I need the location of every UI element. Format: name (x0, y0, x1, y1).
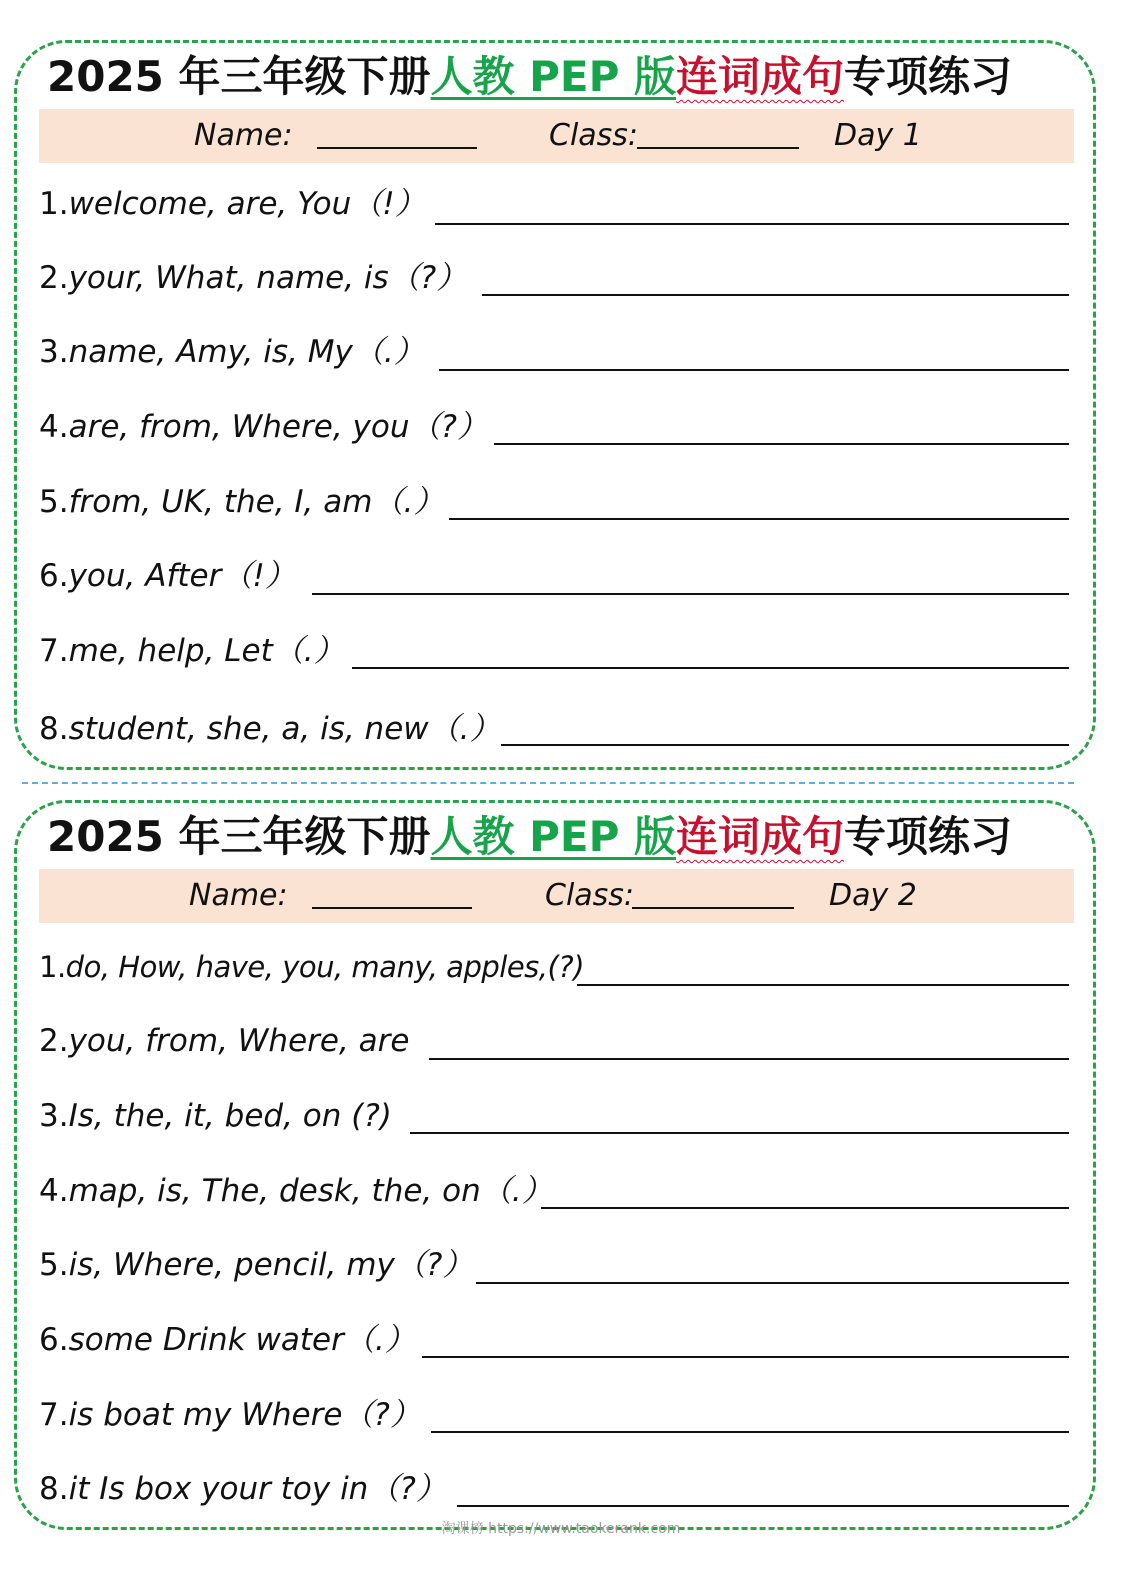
worksheet-day-1 (14, 40, 1096, 770)
question-number: 2. (39, 1023, 69, 1059)
worksheet-day-2 (14, 800, 1096, 1530)
footer-text: 淘课榜 https://www.taokerank.com (441, 1521, 681, 1537)
question-7 (39, 1395, 421, 1435)
answer-line-2[interactable] (429, 1058, 1069, 1060)
day-label: Day 1 (834, 118, 922, 153)
question-5 (39, 482, 444, 522)
name-label: Name: (189, 878, 288, 913)
question-text: is, Where, pencil, my（?） (68, 1247, 474, 1283)
answer-line-3[interactable] (439, 369, 1069, 371)
question-number: 6. (39, 558, 69, 594)
class-label: Class: (545, 878, 635, 913)
title-edition: 人教 PEP 版 (430, 812, 677, 861)
question-3 (39, 1096, 392, 1136)
question-number: 1. (39, 186, 69, 222)
question-text: from, UK, the, I, am（.） (68, 484, 445, 520)
question-8 (39, 709, 500, 749)
class-field[interactable] (632, 869, 794, 909)
title-prefix: 2025 年三年级下册 (47, 812, 431, 861)
question-text: you, After（!） (68, 558, 296, 594)
question-number: 5. (39, 484, 69, 520)
answer-line-1[interactable] (435, 223, 1069, 225)
worksheet-title (47, 47, 1077, 107)
question-5 (39, 1245, 473, 1285)
day-label: Day 2 (829, 878, 917, 913)
question-number: 7. (39, 1397, 69, 1433)
worksheet-title (47, 807, 1077, 867)
question-text: name, Amy, is, My（.） (68, 334, 425, 370)
answer-line-2[interactable] (482, 294, 1069, 296)
question-1 (39, 184, 426, 224)
question-number: 8. (39, 711, 69, 747)
question-2 (39, 258, 467, 298)
answer-line-6[interactable] (312, 593, 1069, 595)
question-number: 8. (39, 1471, 69, 1507)
question-2 (39, 1021, 410, 1061)
title-topic: 连词成句 (676, 812, 845, 861)
student-info-band (39, 869, 1074, 923)
question-number: 1. (39, 950, 66, 984)
question-4 (39, 407, 488, 447)
question-6 (39, 556, 296, 596)
question-text: map, is, The, desk, the, on（.） (68, 1173, 553, 1209)
title-prefix: 2025 年三年级下册 (47, 52, 431, 101)
answer-line-4[interactable] (494, 443, 1069, 445)
answer-line-5[interactable] (476, 1282, 1069, 1284)
answer-line-3[interactable] (410, 1132, 1069, 1134)
name-field[interactable] (312, 869, 472, 909)
question-number: 3. (39, 1098, 69, 1134)
question-text: it Is box your toy in（?） (68, 1471, 447, 1507)
question-text: some Drink water（.） (68, 1322, 416, 1358)
question-text: welcome, are, You（!） (68, 186, 426, 222)
question-text: your, What, name, is（?） (68, 260, 468, 296)
question-text: student, she, a, is, new（.） (68, 711, 501, 747)
class-field[interactable] (637, 109, 799, 149)
question-text: Is, the, it, bed, on (?) (68, 1098, 392, 1134)
answer-line-8[interactable] (457, 1505, 1069, 1507)
title-suffix: 专项练习 (844, 812, 1013, 861)
answer-line-7[interactable] (352, 667, 1069, 669)
question-number: 5. (39, 1247, 69, 1283)
question-number: 6. (39, 1322, 69, 1358)
name-label: Name: (194, 118, 293, 153)
question-text: is boat my Where（?） (68, 1397, 421, 1433)
footer-watermark (0, 1518, 1122, 1538)
cut-line-divider (22, 782, 1074, 784)
question-text: do, How, have, you, many, apples,(?) (65, 950, 585, 984)
name-field[interactable] (317, 109, 477, 149)
question-text: you, from, Where, are (68, 1023, 410, 1059)
question-number: 3. (39, 334, 69, 370)
answer-line-8[interactable] (501, 744, 1069, 746)
answer-line-7[interactable] (431, 1431, 1069, 1433)
title-edition: 人教 PEP 版 (430, 52, 677, 101)
question-3 (39, 332, 425, 372)
question-4 (39, 1171, 553, 1211)
question-number: 2. (39, 260, 69, 296)
answer-line-4[interactable] (541, 1207, 1069, 1209)
question-7 (39, 631, 345, 671)
answer-line-6[interactable] (422, 1356, 1069, 1358)
question-8 (39, 1469, 447, 1509)
answer-line-5[interactable] (449, 518, 1069, 520)
question-number: 4. (39, 1173, 69, 1209)
question-text: are, from, Where, you（?） (68, 409, 488, 445)
question-text: me, help, Let（.） (68, 633, 345, 669)
question-number: 7. (39, 633, 69, 669)
student-info-band (39, 109, 1074, 163)
question-number: 4. (39, 409, 69, 445)
class-label: Class: (549, 118, 639, 153)
question-1 (39, 947, 584, 987)
title-topic: 连词成句 (676, 52, 845, 101)
question-6 (39, 1320, 416, 1360)
title-suffix: 专项练习 (844, 52, 1013, 101)
answer-line-1[interactable] (577, 984, 1069, 986)
